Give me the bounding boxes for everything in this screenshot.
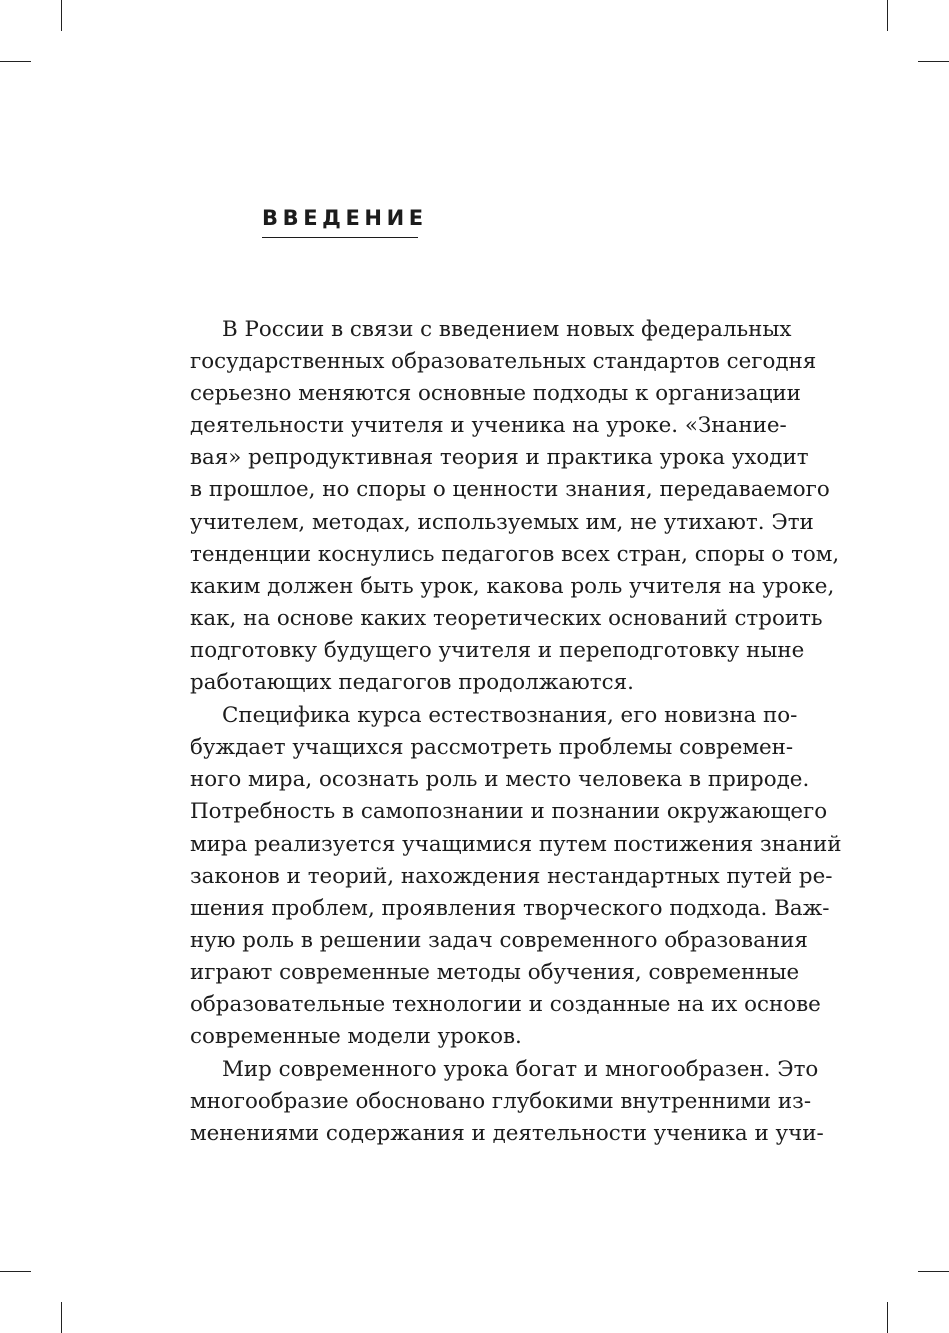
text-line: играют современные методы обучения, современные	[190, 959, 800, 985]
text-line: каким должен быть урок, какова роль учителя на уроке,	[190, 573, 835, 599]
paragraph	[190, 700, 842, 1053]
crop-mark-left-top	[0, 61, 31, 62]
crop-mark-top-right	[887, 0, 888, 31]
crop-mark-top-left	[61, 0, 62, 31]
text-line: В России в связи с введением новых федеральных	[222, 317, 792, 342]
text-line: Мир современного урока богат и многообразен. Это	[222, 1057, 819, 1083]
crop-mark-left-bottom	[0, 1271, 31, 1272]
text-line: государственных образовательных стандартов сегодня	[190, 349, 817, 375]
text-line: работающих педагогов продолжаются.	[190, 670, 634, 696]
text-line: серьезно меняются основные подходы к организации	[190, 381, 801, 407]
text-line: Специфика курса естествознания, его новизна по-	[222, 703, 798, 729]
text-line: тенденции коснулись педагогов всех стран, споры о том,	[190, 541, 840, 567]
text-line: шения проблем, проявления творческого подхода. Важ-	[190, 895, 830, 921]
text-line: мира реализуется учащимися путем постижения знаний	[190, 831, 842, 857]
text-line: деятельности учителя и ученика на уроке. «Знание-	[190, 413, 787, 439]
text-line: вая» репродуктивная теория и практика урока уходит	[190, 445, 809, 471]
text-line: Потребность в самопознании и познании окружающего	[190, 799, 828, 825]
text-line: в прошлое, но споры о ценности знания, передаваемого	[190, 477, 830, 503]
crop-mark-bottom-left	[61, 1302, 62, 1333]
crop-mark-right-bottom	[918, 1271, 949, 1272]
text-line: законов и теорий, нахождения нестандартных путей ре-	[190, 863, 833, 889]
crop-mark-bottom-right	[887, 1302, 888, 1333]
text-line: современные модели уроков.	[190, 1024, 522, 1050]
crop-mark-right-top	[918, 61, 949, 62]
text-line: многообразие обосновано глубокими внутренними из-	[190, 1089, 812, 1115]
paragraph	[190, 314, 840, 699]
text-line: ную роль в решении задач современного образования	[190, 927, 808, 953]
text-line: образовательные технологии и созданные на их основе	[190, 991, 821, 1017]
text-line: подготовку будущего учителя и переподготовку ныне	[190, 637, 805, 663]
chapter-heading: ВВЕДЕНИЕ	[262, 206, 418, 238]
paragraph	[190, 1054, 824, 1150]
text-line: ного мира, осознать роль и место человека в природе.	[190, 767, 810, 793]
body-text	[190, 314, 842, 1150]
text-line: буждает учащихся рассмотреть проблемы современ-	[190, 735, 794, 761]
text-line: учителем, методах, используемых им, не утихают. Эти	[190, 509, 814, 535]
text-line: менениями содержания и деятельности ученика и учи-	[190, 1121, 824, 1147]
text-line: как, на основе каких теоретических оснований строить	[190, 605, 823, 631]
